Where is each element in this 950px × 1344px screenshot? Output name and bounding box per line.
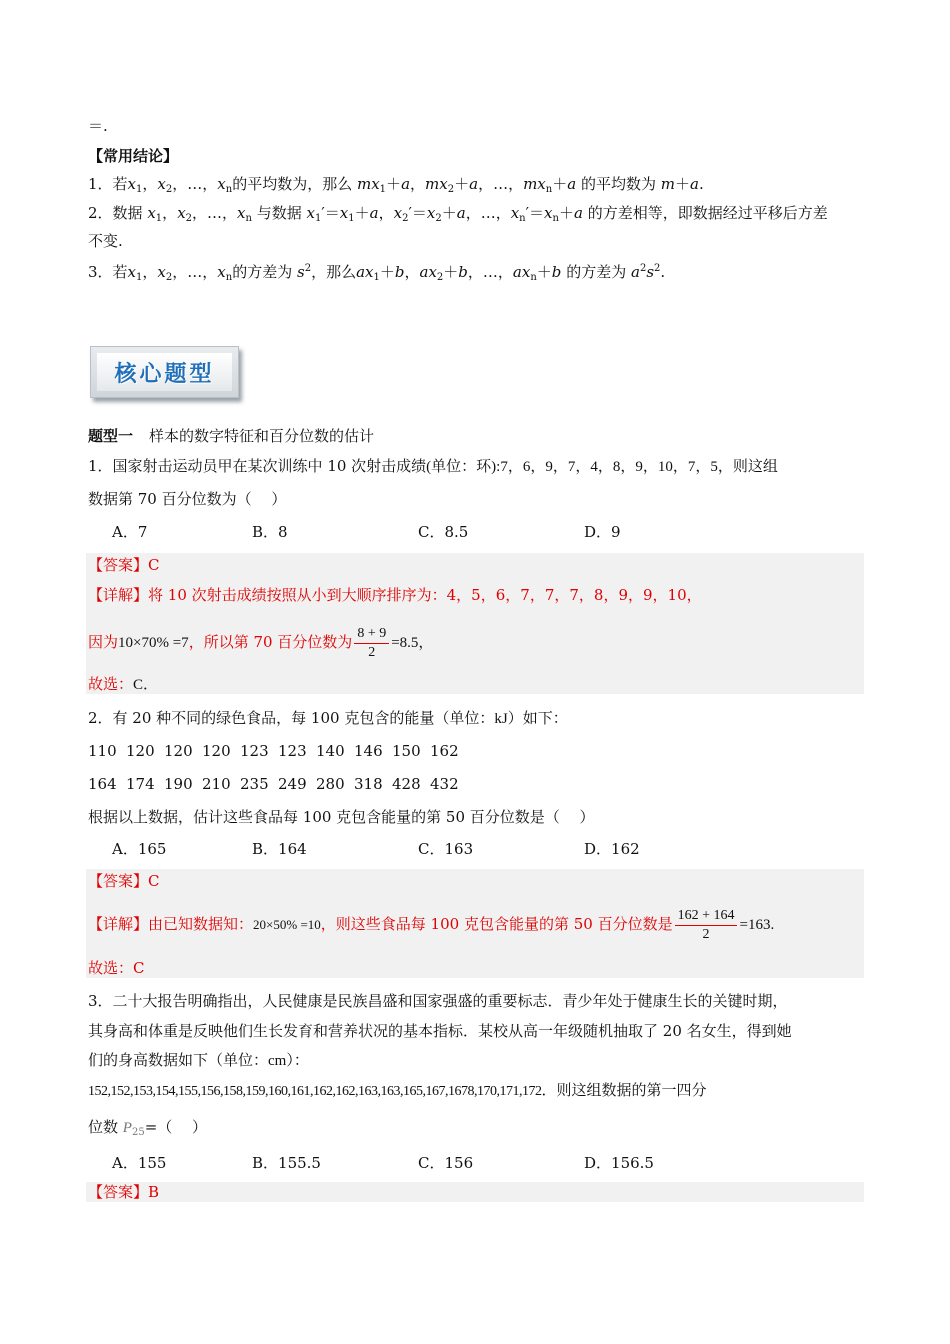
q1-option-b: B．8 — [252, 523, 288, 541]
q1-line1: 1．国家射击运动员甲在某次训练中 10 次射击成绩(单位：环):7，6，9，7，4，8，9，10，7，5，则这组 — [88, 457, 778, 475]
q2-detail: 【详解】由已知数据知：20×50% =10，则这些食品每 100 克包含能量的第 50 百分位数是 $\frac{162 + 164}{2}$ =163. — [88, 907, 775, 942]
q2-choose: 故选：C — [88, 959, 145, 977]
q1-detail-calc: 因为10×70% =7，所以第 70 百分位数为 $\frac{8 + 9}{2}$ =8.5， — [88, 625, 434, 660]
q1-fraction: $\frac{8 + 9}{2}$ — [354, 625, 389, 662]
q1-choose: 故选：C． — [88, 675, 159, 693]
q2-question: 根据以上数据，估计这些食品每 100 克包含能量的第 50 百分位数是（ ） — [88, 808, 595, 826]
q3-line5: 位数 $P_{25}=$（ ） — [88, 1118, 208, 1138]
q3-option-b: B．155.5 — [252, 1154, 321, 1172]
conclusion-2-cont: 不变. — [88, 232, 123, 250]
conclusions-heading: 【常用结论】 — [88, 147, 179, 165]
q2-data-row1: 110 120 120 120 123 123 140 146 150 162 — [88, 742, 459, 760]
q3-data: 152,152,153,154,155,156,158,159,160,161,162,162,163,163,165,167,1678,170,171,172．则这组数据的第一四分 — [88, 1081, 707, 1099]
q3-option-d: D．156.5 — [584, 1154, 654, 1172]
q2-line1: 2．有 20 种不同的绿色食品，每 100 克包含的能量（单位：kJ）如下： — [88, 709, 568, 727]
conclusion-3: 3．若$x_1$，$x_2$，…，$x_n$的方差为 $s^2$，那么$ax_1+b$，$ax_2+b$，…，$ax_n+b$ 的方差为 $a^2s^2$. — [88, 263, 666, 283]
q1-answer: 【答案】C — [88, 556, 160, 574]
q3-answer: 【答案】B — [88, 1183, 160, 1201]
q2-fraction: $\frac{162 + 164}{2}$ — [675, 907, 738, 944]
q2-option-c: C．163 — [418, 840, 474, 858]
q1-option-d: D．9 — [584, 523, 621, 541]
q1-detail: 【详解】将 10 次射击成绩按照从小到大顺序排序为：4，5，6，7，7，7，8，9，9，10， — [88, 586, 702, 604]
core-topic-banner — [90, 346, 239, 398]
q2-data-row2: 164 174 190 210 235 249 280 318 428 432 — [88, 775, 459, 793]
q1-option-a: A．7 — [112, 523, 148, 541]
section-heading: 题型一 样本的数字特征和百分位数的估计 — [88, 427, 375, 445]
q3-line1: 3．二十大报告明确指出，人民健康是民族昌盛和国家强盛的重要标志．青少年处于健康生长的关键时期， — [88, 992, 788, 1010]
q3-line2: 其身高和体重是反映他们生长发育和营养状况的基本指标．某校从高一年级随机抽取了 20 名女生，得到她 — [88, 1022, 792, 1040]
equals-line: ＝. — [88, 117, 108, 135]
q2-option-d: D．162 — [584, 840, 640, 858]
q3-line3: 们的身高数据如下（单位：cm）： — [88, 1051, 309, 1069]
q1-line2: 数据第 70 百分位数为（ ） — [88, 490, 287, 508]
q2-option-b: B．164 — [252, 840, 307, 858]
q2-answer: 【答案】C — [88, 872, 160, 890]
banner-title: 核心题型 — [114, 361, 215, 387]
conclusion-1: 1．若$x_1$，$x_2$，…，$x_n$的平均数为，那么 $mx_1+a$，$mx_2+a$，…，$mx_n+a$ 的平均数为 m＋a. — [88, 175, 704, 195]
q1-option-c: C．8.5 — [418, 523, 469, 541]
q3-answer-box — [86, 1182, 864, 1202]
q3-option-a: A．155 — [112, 1154, 167, 1172]
q3-option-c: C．156 — [418, 1154, 474, 1172]
conclusion-2: 2．数据 $x_1$，$x_2$，…，$x_n$ 与数据 $x_1'=x_1+a$，$x_2'=x_2+a$，…，$x_n'=x_n+a$ 的方差相等，即数据经过平移后方差 — [88, 204, 828, 224]
q2-option-a: A．165 — [112, 840, 167, 858]
